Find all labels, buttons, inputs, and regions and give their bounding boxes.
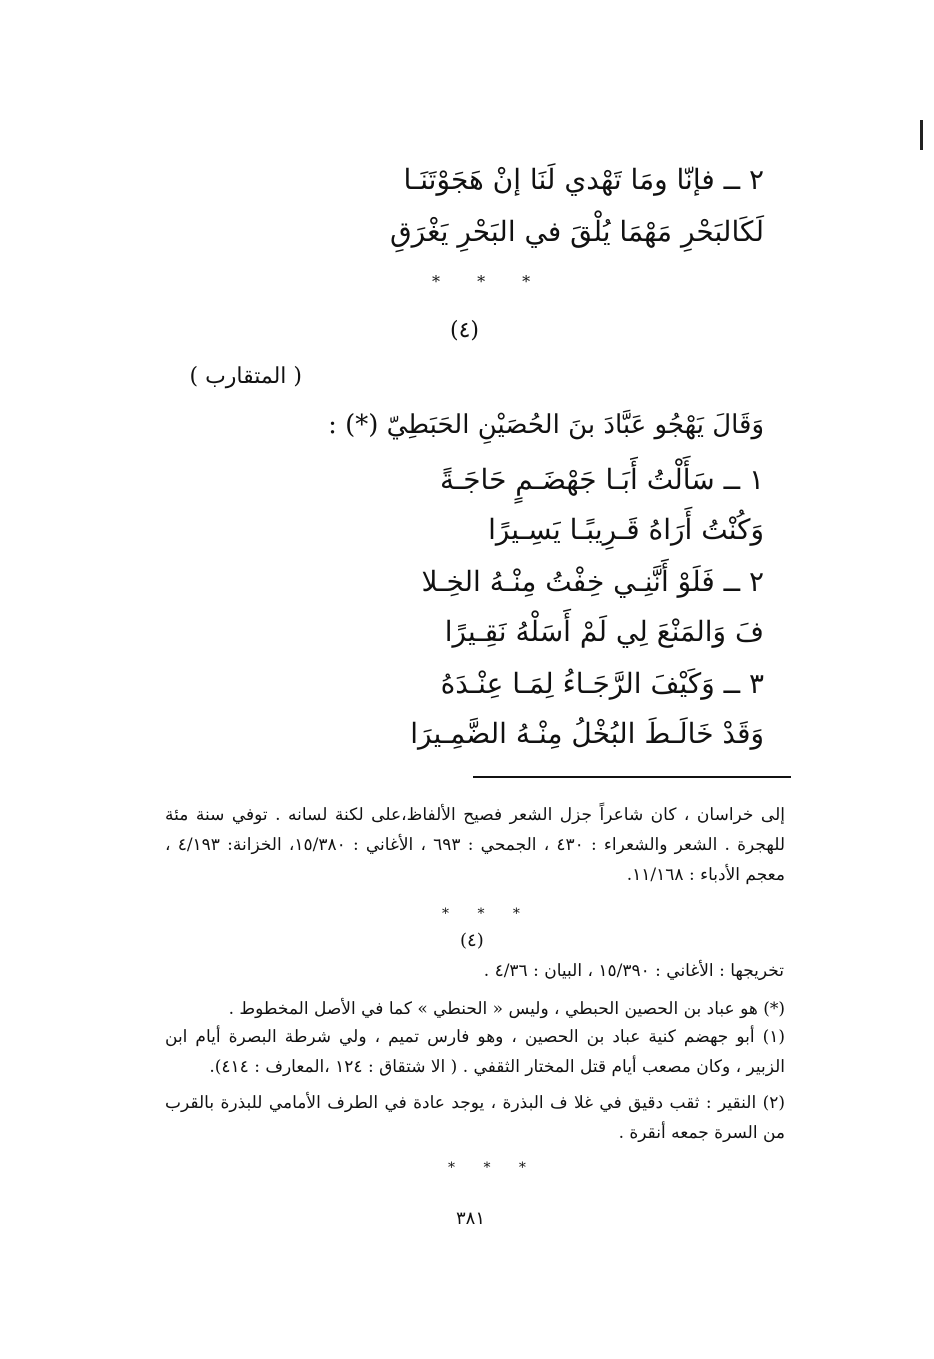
footnote-2: (٢) النقير : ثقب دقيق في غلا ف البذرة ، يوجد عادة في الطرف الأمامي للبذرة بالقرب من السرة جمعه أنقرة .	[165, 1093, 785, 1143]
footnote-takhrij: تخريجها : الأغاني : ١٥/٣٩٠ ، البيان : ٤/٣٦ .	[483, 961, 784, 981]
poem-meter: ( المتقارب )	[189, 364, 302, 389]
section-separator: * * *	[432, 272, 547, 291]
poem-number: (٤)	[450, 318, 480, 343]
end-separator: * * *	[448, 1160, 538, 1176]
poem-verse-2-first-half: ٢ ــ فَلَوْ أَنَّنِـي خِفْتُ مِنْـهُ الخِـلا	[421, 565, 764, 598]
footnote-separator: * * *	[442, 906, 532, 922]
poem-verse-2-second-half: فَ وَالمَنْعَ لِي لَمْ أَسَلْهُ نَقِـيرًا	[444, 615, 764, 648]
margin-mark	[920, 120, 923, 150]
poem-verse-3-second-half: وَقَدْ خَالَـطَ البُخْلُ مِنْـهُ الضَّمِـيرَا	[410, 717, 764, 750]
page-number: ٣٨١	[456, 1208, 486, 1229]
footnote-poem-number: (٤)	[460, 930, 484, 951]
poem-verse-1-first-half: ١ ــ سَأَلْتُ أَبَـا جَهْضَـمٍ حَاجَـةً	[440, 463, 764, 496]
footnote-divider	[473, 776, 791, 778]
footnote-carryover: إلى خراسان ، كان شاعراً جزل الشعر فصيح الألفاظ،على لكنة لسانه . توفي سنة مئة للهجرة . الشعر والشعراء : ٤٣٠ ، الجمحي : ٦٩٣ ، الأغاني : ١٥/٣٨٠، الخزانة: ٤/١٩٣ ، معجم الأدباء : ١١/١٦٨.	[165, 805, 785, 885]
poem-verse-1-second-half: وَكُنْتُ أَرَاهُ قَـرِيبًـا يَسِـيرًا	[488, 513, 764, 546]
poem-intro: وَقَالَ يَهْجُو عَبَّادَ بنَ الحُصَيْنِ الحَبَطِيّ (*) :	[328, 410, 764, 440]
footnote-star: (*) هو عباد بن الحصين الحبطي ، وليس « الحنطي » كما في الأصل المخطوط .	[228, 999, 785, 1019]
verse-line-1: ٢ ــ فإنّا ومَا تَهْدي لَنَا إنْ هَجَوْتَنَـا	[403, 163, 764, 196]
footnote-1: (١) أبو جهضم كنية عباد بن الحصين ، وهو فارس تميم ، ولي شرطة البصرة أيام ابن الزبير ، وكان مصعب أيام قتل المختار الثقفي . ( الا شتقاق : ١٢٤ ،المعارف : ٤١٤).	[165, 1027, 785, 1077]
poem-verse-3-first-half: ٣ ــ وَكَيْفَ الرَّجَـاءُ لِمَـا عِنْـدَهُ	[440, 667, 764, 700]
verse-line-2: لَكَالبَحْرِ مَهْمَا يُلْقَ في البَحْرِ يَغْرَقِ	[389, 215, 764, 248]
